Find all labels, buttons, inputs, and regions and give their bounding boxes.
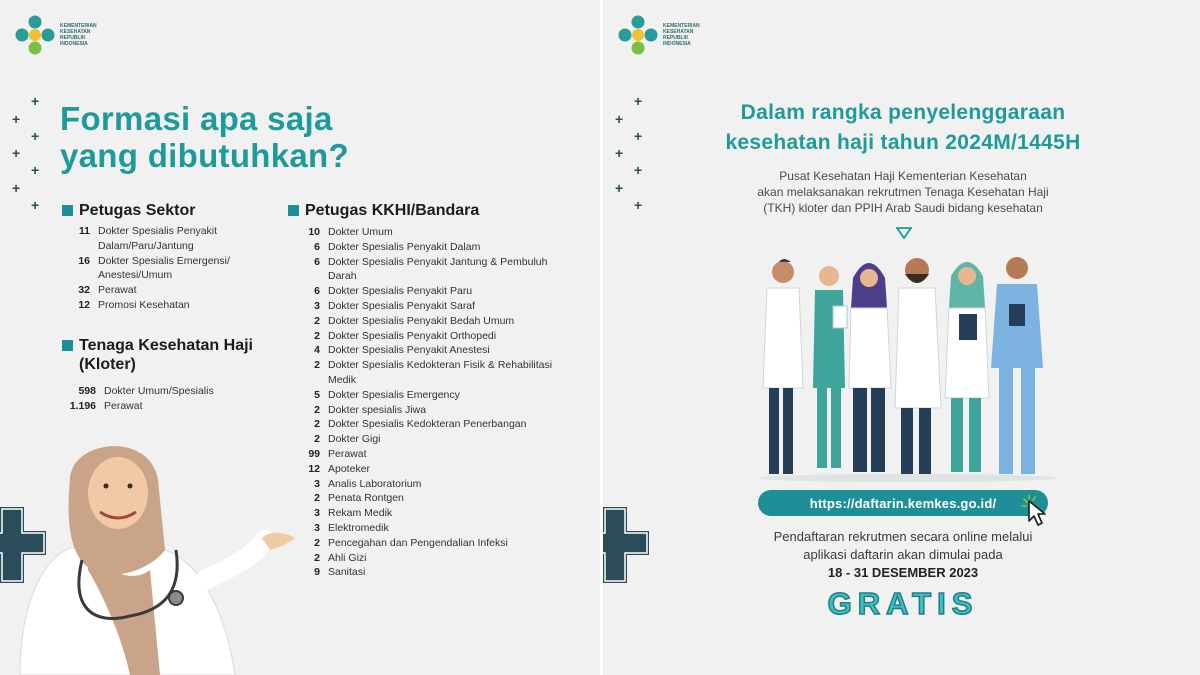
item-count: 3 <box>314 507 320 520</box>
recruitment-description: Pusat Kesehatan Haji Kementerian Kesehatan akan melaksanakan rekrutmen Tenaga Kesehatan Haji (TKH) kloter dan PPIH Arab Saudi bidang kesehatan <box>757 169 1049 215</box>
item-label: Dokter Spesialis Penyakit Dalam <box>328 240 481 253</box>
item-count: 2 <box>314 492 320 505</box>
item-label: Pencegahan dan Pengendalian Infeksi <box>328 536 508 549</box>
list-item <box>290 299 575 314</box>
registration-info: Pendaftaran rekrutmen secara online melalui aplikasi daftarin akan dimulai pada <box>773 529 1033 562</box>
item-label: Dokter Spesialis Penyakit Dalam/Paru/Jantung <box>98 225 218 252</box>
list-item <box>290 432 575 447</box>
item-count: 3 <box>314 299 320 312</box>
bullet-square <box>62 205 73 216</box>
item-label: Analis Laboratorium <box>328 477 422 490</box>
item-count: 6 <box>314 285 320 298</box>
list-item <box>290 314 575 329</box>
list-item <box>290 551 575 566</box>
list-item <box>290 329 575 344</box>
list-item <box>62 254 282 284</box>
item-count: 5 <box>314 388 320 401</box>
item-count: 2 <box>314 418 320 431</box>
item-count: 11 <box>78 225 90 237</box>
item-count: 99 <box>308 447 320 460</box>
registration-date: 18 - 31 DESEMBER 2023 <box>827 565 979 580</box>
page-headline: Formasi apa saja yang dibutuhkan? <box>60 100 349 174</box>
list-item <box>290 255 575 285</box>
item-label: Perawat <box>104 399 143 412</box>
item-count: 3 <box>314 477 320 490</box>
kemenkes-logo <box>617 14 713 56</box>
item-label: Dokter Spesialis Emergensi/ Anestesi/Umum <box>98 254 230 282</box>
item-count: 2 <box>314 329 320 342</box>
item-count: 1.196 <box>69 399 96 412</box>
item-label: Dokter Spesialis Kedokteran Penerbangan <box>328 418 527 431</box>
registration-url[interactable]: https://daftarin.kemkes.go.id/ <box>809 495 997 511</box>
list-item <box>290 477 575 492</box>
item-label: Elektromedik <box>328 521 389 534</box>
item-count: 10 <box>308 226 320 238</box>
kemenkes-logo-text: KEMENTERIAN KESEHATAN REPUBLIK INDONESIA <box>60 23 97 47</box>
item-count: 2 <box>314 433 320 446</box>
item-label: Perawat <box>328 447 367 460</box>
kloter-list <box>62 384 282 414</box>
item-label: Dokter Umum/Spesialis <box>104 385 214 397</box>
kemenkes-logo <box>14 14 110 56</box>
item-count: 12 <box>308 462 320 475</box>
item-count: 2 <box>314 359 320 372</box>
list-item <box>290 447 575 462</box>
item-count: 2 <box>314 314 320 327</box>
hajj-title: Dalam rangka penyelenggaraan kesehatan haji tahun 2024M/1445H <box>725 101 1081 154</box>
item-count: 9 <box>314 566 320 579</box>
medical-team-illustration <box>753 248 1063 483</box>
list-item <box>290 343 575 358</box>
cursor-click-icon <box>1021 495 1051 527</box>
item-label: Dokter Spesialis Penyakit Paru <box>328 285 473 298</box>
item-label: Rekam Medik <box>328 507 393 520</box>
list-item <box>290 506 575 521</box>
list-item <box>290 358 575 388</box>
item-count: 16 <box>78 254 90 267</box>
kemenkes-logo-text: KEMENTERIAN KESEHATAN REPUBLIK INDONESIA <box>663 23 700 47</box>
list-item <box>290 284 575 299</box>
item-label: Dokter Spesialis Emergency <box>328 388 460 401</box>
item-label: Perawat <box>98 284 137 297</box>
list-item <box>290 240 575 255</box>
bullet-square <box>62 340 73 351</box>
kkhi-list <box>290 225 575 580</box>
item-count: 6 <box>314 255 320 268</box>
item-count: 4 <box>314 344 320 357</box>
item-count: 2 <box>314 536 320 549</box>
list-item <box>290 491 575 506</box>
item-count: 32 <box>78 284 90 297</box>
item-label: Dokter Spesialis Penyakit Bedah Umum <box>328 314 515 327</box>
list-item <box>290 462 575 477</box>
list-item <box>290 403 575 418</box>
left-poster: KEMENTERIAN KESEHATAN REPUBLIK INDONESIA + + + + + + + Formasi apa saja yang dibutuhkan? Petugas Sektor 11 Dokter Spesialis Penyakit Dalam/Paru/Jantung 16 Dokter Spesialis Emergensi/ Anestesi/Umum 32 Perawat 12 Promosi Kesehatan Tenaga Kesehatan Haji (Kloter) 598 Dokter Umum/Spesialis 1.196 Perawat Petugas KKHI/Bandara 10 Dokter Umum 6 Dokter Spesialis Penyakit Dalam 6 Dokter Spesialis Penyakit Jantung & Pembuluh Darah 6 Dokter Spesialis Penyakit Paru 3 Dokter Spesialis Penyakit Saraf 2 Dokter Spesialis Penyakit Bedah Umum 2 Dokter Spesialis Penyakit Orthopedi 4 Dokter Spesialis Penyakit Anestesi 2 Dokter Spesialis Kedokteran Fisik & Rehabilitasi Medik 5 Dokter Spesialis Emergency 2 Dokter spesialis Jiwa 2 Dokter Spesialis Kedokteran Penerbangan 2 Dokter Gigi 99 Perawat 12 Apoteker 3 Analis Laboratorium 2 Penata Rontgen 3 Rekam Medik 3 Elektromedik 2 Pencegahan dan Pengendalian Infeksi 2 Ahli Gizi 9 Sanitasi <box>0 0 600 675</box>
item-count: 2 <box>314 403 320 416</box>
item-label: Promosi Kesehatan <box>98 298 190 311</box>
item-count: 12 <box>78 298 90 311</box>
sektor-title: Petugas Sektor <box>62 201 195 220</box>
list-item <box>62 283 282 298</box>
item-label: Apoteker <box>328 462 371 475</box>
item-label: Dokter Umum <box>328 226 393 238</box>
item-label: Dokter spesialis Jiwa <box>328 403 427 416</box>
bullet-square <box>288 205 299 216</box>
list-item <box>62 224 282 254</box>
kemenkes-logo-icon <box>14 14 56 56</box>
item-label: Dokter Spesialis Kedokteran Fisik & Rehabilitasi Medik <box>328 359 553 386</box>
item-label: Ahli Gizi <box>328 551 367 564</box>
item-label: Dokter Spesialis Penyakit Orthopedi <box>328 329 497 342</box>
item-count: 2 <box>314 551 320 564</box>
item-label: Dokter Spesialis Penyakit Anestesi <box>328 344 490 357</box>
item-label: Sanitasi <box>328 566 366 579</box>
item-label: Penata Rontgen <box>328 492 404 505</box>
cross-decoration <box>603 505 651 585</box>
list-item <box>62 399 282 414</box>
item-label: Dokter Spesialis Penyakit Saraf <box>328 299 476 312</box>
list-item <box>290 388 575 403</box>
list-item <box>290 417 575 432</box>
item-count: 3 <box>314 521 320 534</box>
list-item <box>62 298 282 313</box>
list-item <box>290 225 575 240</box>
item-label: Dokter Spesialis Penyakit Jantung & Pembuluh Darah <box>328 255 548 283</box>
list-item <box>290 536 575 551</box>
kkhi-title: Petugas KKHI/Bandara <box>288 201 479 220</box>
list-item <box>62 384 282 399</box>
item-label: Dokter Gigi <box>328 433 381 446</box>
registration-link[interactable] <box>758 490 1048 516</box>
kemenkes-logo-icon <box>617 14 659 56</box>
free-label: GRATIS <box>827 586 979 621</box>
list-item <box>290 565 575 580</box>
sektor-list <box>62 224 282 313</box>
list-item <box>290 521 575 536</box>
kloter-title: Tenaga Kesehatan Haji (Kloter) <box>62 336 272 374</box>
item-count: 6 <box>314 240 320 253</box>
right-poster: KEMENTERIAN KESEHATAN REPUBLIK INDONESIA + + + + + + + Dalam rangka penyelenggaraan kesehatan haji tahun 2024M/1445H Pusat Kesehatan Haji Kementerian Kesehatan akan melaksanakan rekrutmen Tenaga Kesehatan Haji (TKH) kloter dan PPIH Arab Saudi bidang kesehatan https://daftarin.kemkes.go.id/ Pendaftaran rekrutmen secara online melalui aplikasi daftarin akan dimulai pada 18 - 31 DESEMBER 2023 GRATIS <box>603 0 1200 675</box>
doctor-illustration <box>0 420 310 675</box>
arrow-down-icon <box>896 227 912 239</box>
item-count: 598 <box>78 385 96 397</box>
